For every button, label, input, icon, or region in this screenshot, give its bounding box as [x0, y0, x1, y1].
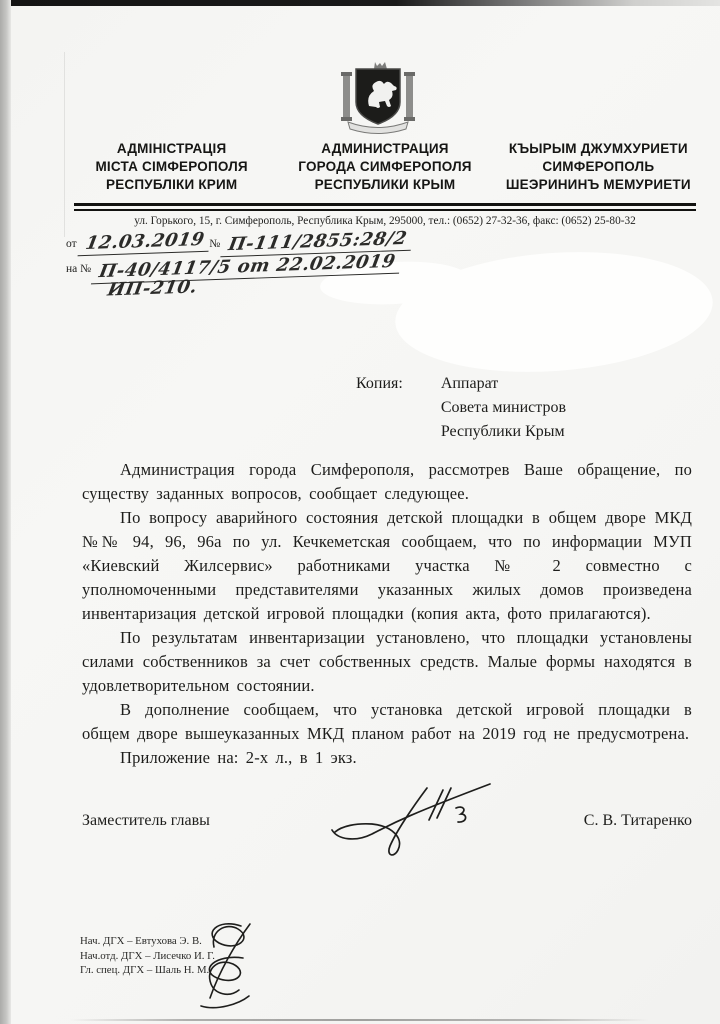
org-name-line: КЪЫРЫМ ДЖУМХУРИЕТИ	[508, 141, 688, 156]
org-header	[72, 140, 698, 194]
recipient-lines	[441, 372, 566, 444]
org-name-line: АДМИНИСТРАЦИЯ	[321, 141, 449, 156]
org-name-line: МІСТА СІМФЕРОПОЛЯ	[95, 159, 248, 174]
signature-scribble-icon	[330, 772, 500, 867]
body-paragraph: По вопросу аварийного состояния детской площадки в общем дворе МКД №№ 94, 96, 96а по ул. Кечкеметская сообщаем, что по информации МУП «Киевский Жилсервис» работниками участка № 2 совместно с уполномоченными представителями указанных жилых домов произведена инвентаризация детской игровой площадки (копия акта, фото прилагаются).	[82, 508, 692, 623]
org-name-line: РЕСПУБЛІКИ КРИМ	[105, 177, 238, 192]
org-name-ukrainian	[72, 140, 271, 194]
incoming-number-handwritten: П-40/4117/5 от 22.02.2019	[91, 251, 403, 285]
attachment-note: Приложение на: 2-х л., в 1 экз.	[120, 748, 357, 767]
org-name-line: ШЕЭРИНИНЪ МЕМУРИЕТИ	[505, 177, 691, 192]
recipient-line: Республики Крым	[440, 423, 565, 440]
signer-position: Заместитель главы	[82, 812, 210, 829]
copy-label: Копия:	[356, 375, 403, 392]
org-name-line: АДМІНІСТРАЦІЯ	[116, 141, 227, 156]
extra-reference-line	[102, 278, 526, 300]
recipient-block	[356, 372, 566, 444]
incoming-reference-line	[66, 250, 526, 283]
outgoing-date-handwritten: 12.03.2019	[77, 229, 212, 257]
visa-signature-scribble-icon	[183, 916, 268, 1021]
outgoing-number-handwritten: П-111/2855:28/2	[220, 228, 414, 258]
body-paragraph: Администрация города Симферополя, рассмотрев Ваше обращение, по существу заданных вопросов, сообщает следующее.	[82, 460, 692, 503]
body-paragraph: В дополнение сообщаем, что установка детской игровой площадки в общем дворе вышеуказанных МКД планом работ на 2019 год не предусмотрена.	[82, 700, 692, 743]
visa-line: Гл. спец. ДГХ – Шаль Н. М.	[80, 964, 210, 976]
org-name-line: ГОРОДА СИМФЕРОПОЛЯ	[298, 159, 472, 174]
scan-left-edge	[0, 0, 11, 1024]
number-label: №	[209, 238, 221, 250]
from-label: от	[66, 238, 77, 250]
org-name-line: РЕСПУБЛИКИ КРЫМ	[314, 177, 456, 192]
coat-of-arms-icon	[336, 60, 420, 140]
org-address-line: ул. Горького, 15, г. Симферополь, Республика Крым, 295000, тел.: (0652) 27-32-36, факс: (0652) 25-80-32	[134, 215, 636, 227]
signer-name: С. В. Титаренко	[583, 812, 692, 829]
org-name-line: СИМФЕРОПОЛЬ	[542, 159, 655, 174]
org-name-russian	[285, 140, 484, 194]
reply-label: на №	[66, 263, 92, 275]
reference-block	[66, 227, 526, 301]
body-paragraph: По результатам инвентаризации установлено, что площадки установлены силами собственников за счет собственных средств. Малые формы находятся в удовлетворительном состоянии.	[82, 628, 692, 695]
header-divider	[74, 203, 696, 211]
scan-bottom-edge	[70, 1019, 650, 1021]
recipient-line: Аппарат	[440, 375, 499, 392]
paper-fold-line	[64, 52, 65, 237]
scan-top-edge	[0, 0, 720, 6]
letter-body	[82, 458, 692, 770]
outgoing-reference-line	[66, 227, 526, 256]
org-name-crimean-tatar	[499, 140, 698, 194]
extra-number-handwritten: ИП-210.	[105, 276, 200, 301]
recipient-line: Совета министров	[440, 399, 566, 416]
visa-line: Нач.отд. ДГХ – Лисечко И. Г.	[80, 949, 215, 962]
visa-line: Нач. ДГХ – Евтухова Э. В.	[80, 935, 202, 947]
